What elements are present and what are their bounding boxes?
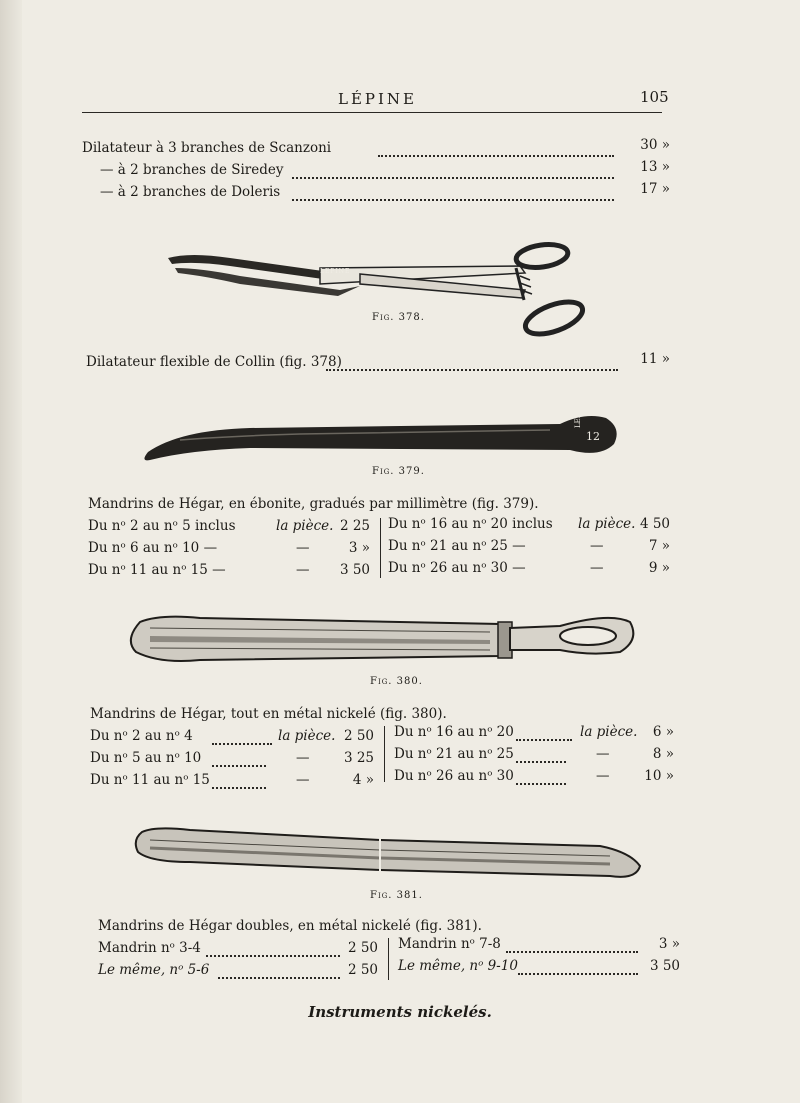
metal-unit: — [296, 772, 310, 788]
leader-dots [206, 943, 340, 957]
collin-label: Dilatateur flexible de Collin (fig. 378) [86, 354, 342, 370]
fig-381-caption: Fig. 381. [370, 890, 423, 901]
section-footer-title: Instruments nickelés. [308, 1003, 492, 1021]
metal-price: 10 » [644, 768, 674, 784]
metal-price: 6 » [652, 724, 674, 740]
fig-378-dilator-drawing [168, 241, 587, 340]
leader-dots [516, 771, 566, 785]
fig-380-metal-drawing [131, 617, 633, 661]
fig-380-caption: Fig. 380. [370, 676, 423, 687]
doubles-heading: Mandrins de Hégar doubles, en métal nickelé (fig. 381). [98, 918, 482, 934]
fig-379-caption: Fig. 379. [372, 466, 425, 477]
metal-row: Du nᵒ 26 au nᵒ 30 [394, 768, 514, 784]
ebonite-price: 4 50 [639, 516, 670, 532]
ebonite-price: 3 50 [339, 562, 370, 578]
metal-row: Du nᵒ 21 au nᵒ 25 [394, 746, 514, 762]
ebonite-unit: la pièce. [578, 516, 636, 532]
leader-dots [518, 961, 638, 975]
doubles-row: Mandrin nᵒ 3-4 [98, 940, 201, 956]
doubles-row: Mandrin nᵒ 7-8 [398, 936, 501, 952]
ebonite-unit: — [296, 540, 310, 556]
leader-dots [326, 357, 618, 371]
metal-unit: la pièce. [278, 728, 336, 744]
doubles-row: Le même, nᵒ 9-10 [398, 958, 518, 974]
ebonite-row: Du nᵒ 11 au nᵒ 15 — [88, 562, 226, 578]
doubles-price: 2 50 [347, 940, 378, 956]
doubles-price: 3 » [658, 936, 680, 952]
metal-heading: Mandrins de Hégar, tout en métal nickelé (fig. 380). [90, 706, 447, 722]
fig-378-caption: Fig. 378. [372, 312, 425, 323]
metal-row: Du nᵒ 16 au nᵒ 20 [394, 724, 514, 740]
metal-price: 2 50 [343, 728, 374, 744]
metal-unit: — [596, 746, 610, 762]
metal-row: Du nᵒ 2 au nᵒ 4 [90, 728, 193, 744]
metal-unit: la pièce. [580, 724, 638, 740]
ebonite-price: 9 » [648, 560, 670, 576]
metal-row: Du nᵒ 11 au nᵒ 15 [90, 772, 210, 788]
column-divider [384, 726, 385, 782]
ebonite-unit: — [590, 560, 604, 576]
page-number: 105 [640, 88, 669, 106]
ebonite-unit: — [296, 562, 310, 578]
ebonite-price: 7 » [648, 538, 670, 554]
leader-dots [516, 749, 566, 763]
item-doleris-label: — à 2 branches de Doleris [100, 184, 281, 200]
leader-dots [212, 731, 272, 745]
item-scanzoni-label: Dilatateur à 3 branches de Scanzoni [82, 140, 332, 156]
column-divider [388, 938, 389, 980]
doubles-row: Le même, nᵒ 5-6 [98, 962, 210, 978]
ebonite-price: 3 » [348, 540, 370, 556]
running-head-title: LÉPINE [338, 90, 418, 108]
fig-379-engraving: LEPINE [574, 399, 582, 428]
fig-381-double-drawing [136, 828, 640, 876]
ebonite-unit: — [590, 538, 604, 554]
ebonite-row: Du nᵒ 26 au nᵒ 30 — [388, 560, 526, 576]
item-siredey-price: 13 » [640, 159, 670, 175]
ebonite-row: Du nᵒ 21 au nᵒ 25 — [388, 538, 526, 554]
leader-dots [218, 965, 340, 979]
metal-unit: — [296, 750, 310, 766]
metal-price: 3 25 [343, 750, 374, 766]
metal-unit: — [596, 768, 610, 784]
doubles-price: 2 50 [347, 962, 378, 978]
metal-price: 4 » [352, 772, 374, 788]
item-siredey-label: — à 2 branches de Siredey [100, 162, 284, 178]
ebonite-heading: Mandrins de Hégar, en ébonite, gradués par millimètre (fig. 379). [88, 496, 539, 512]
ebonite-price: 2 25 [339, 518, 370, 534]
ebonite-row: Du nᵒ 2 au nᵒ 5 inclus [88, 518, 236, 534]
fig-379-number: 12 [586, 430, 600, 443]
doubles-price: 3 50 [649, 958, 680, 974]
leader-dots [516, 727, 572, 741]
ebonite-unit: la pièce. [276, 518, 334, 534]
column-divider [380, 518, 381, 578]
metal-row: Du nᵒ 5 au nᵒ 10 [90, 750, 202, 766]
leader-dots [506, 939, 638, 953]
item-scanzoni-price: 30 » [640, 137, 670, 153]
leader-dots [212, 775, 266, 789]
ebonite-row: Du nᵒ 16 au nᵒ 20 inclus [388, 516, 553, 532]
metal-price: 8 » [652, 746, 674, 762]
fig-378-engraving: LEPINE [320, 268, 351, 275]
item-doleris-price: 17 » [640, 181, 670, 197]
ebonite-row: Du nᵒ 6 au nᵒ 10 — [88, 540, 218, 556]
collin-price: 11 » [640, 351, 670, 367]
leader-dots [212, 753, 266, 767]
fig-379-ebonite-drawing [144, 416, 616, 460]
